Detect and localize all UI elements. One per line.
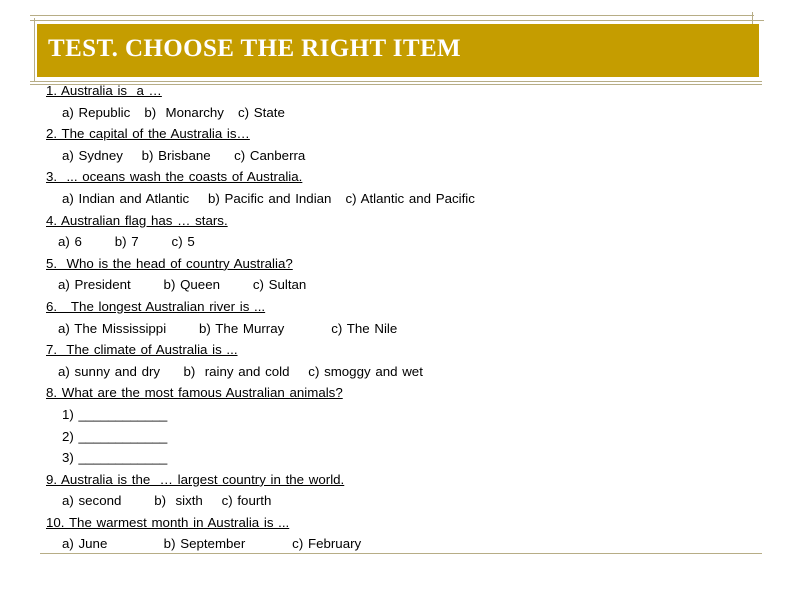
page-title: TEST. CHOOSE THE RIGHT ITEM [48,35,462,62]
top-rule-1 [30,15,754,16]
answers-3: a) Indian and Atlantic b) Pacific and Indian c) Atlantic and Pacific [62,190,475,206]
question-list [46,80,766,555]
question-3: 3. ... oceans wash the coasts of Australia. [46,169,303,185]
left-rule [34,18,35,82]
answers-6: a) The Mississippi b) The Murray c) The Nile [58,320,398,336]
answers-10: a) June b) September c) February [62,536,362,552]
question-1: 1. Australia is a … [46,83,162,98]
question-6: 6. The longest Australian river is ... [46,298,266,314]
answers-1: a) Republic b) Monarchy c) State [62,104,285,120]
blank-1: 1) ____________ [62,406,168,422]
question-4: 4. Australian flag has … stars. [46,212,228,228]
question-7: 7. The climate of Australia is ... [46,342,238,358]
question-2: 2. The capital of the Australia is… [46,126,250,142]
answers-4: a) 6 b) 7 c) 5 [58,234,195,250]
answers-2: a) Sydney b) Brisbane c) Canberra [62,147,306,163]
blank-2: 2) ____________ [62,428,168,444]
question-8: 8. What are the most famous Australian animals? [46,385,343,401]
answers-7: a) sunny and dry b) rainy and cold c) smoggy and wet [58,363,423,379]
question-10: 10. The warmest month in Australia is ... [46,514,290,530]
answers-5: a) President b) Queen c) Sultan [58,277,307,293]
question-9: 9. Australia is the … largest country in the world. [46,471,345,487]
question-5: 5. Who is the head of country Australia? [46,255,293,271]
top-rule-2 [30,20,764,21]
blank-3: 3) ____________ [62,450,168,466]
answers-9: a) second b) sixth c) fourth [62,493,272,509]
